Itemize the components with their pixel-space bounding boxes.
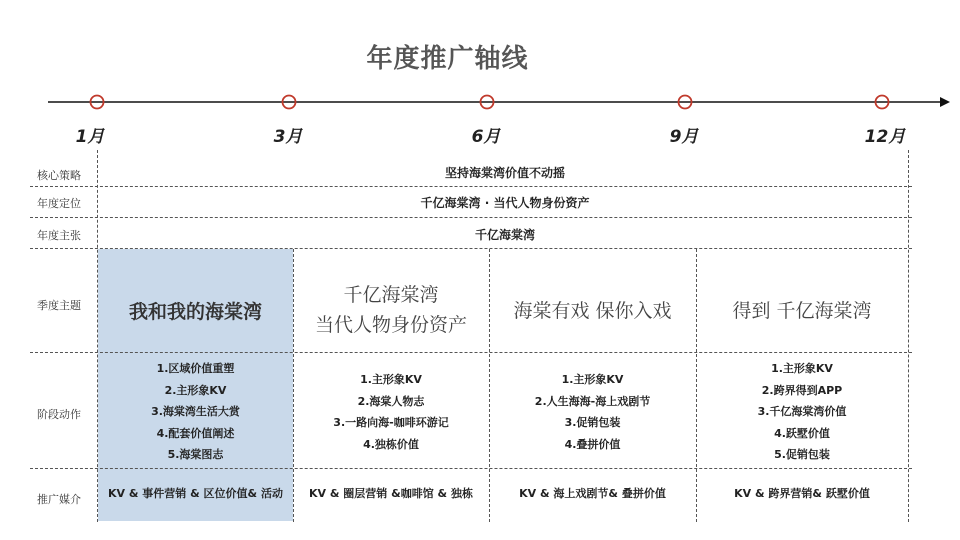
core-strategy-value: 坚持海棠湾价值不动摇 [444, 166, 565, 180]
action-item: 3.促销包装 [564, 416, 621, 429]
season-theme-phase-4 [696, 296, 908, 326]
annual-claim-value: 千亿海棠湾 [474, 228, 535, 242]
action-item: 3.海棠湾生活大赏 [151, 405, 240, 418]
month-label: 1月 [75, 127, 105, 147]
theme-line: 我和我的海棠湾 [128, 301, 262, 323]
month-label: 12月 [864, 127, 906, 147]
row-label-annual-position: 年度定位 [37, 197, 81, 210]
action-item: 4.跃墅价值 [774, 426, 830, 440]
action-item: 2.海棠人物志 [357, 394, 425, 408]
phase-actions-4 [696, 358, 908, 466]
theme-line: 千亿海棠湾 [343, 284, 439, 306]
divider-horizontal [30, 468, 912, 469]
action-item: 3.一路向海-咖啡环游记 [333, 416, 449, 429]
season-theme-phase-1 [98, 297, 293, 327]
phase-actions-3 [489, 369, 696, 455]
media-phase-4: KV & 跨界营销& 跃墅价值 [734, 487, 870, 500]
timeline-axis [0, 0, 960, 120]
divider-horizontal [30, 248, 912, 249]
season-theme-phase-3 [489, 296, 696, 326]
phase-actions-2 [293, 369, 489, 455]
divider-horizontal [30, 186, 912, 187]
theme-line: 海棠有戏 保你入戏 [513, 300, 672, 322]
row-label-media: 推广媒介 [37, 493, 81, 506]
action-item: 2.人生海海-海上戏剧节 [534, 394, 651, 408]
divider-horizontal [30, 217, 912, 218]
season-theme-phase-2 [293, 280, 489, 340]
action-item: 5.促销包装 [774, 448, 830, 461]
month-label: 9月 [669, 127, 699, 147]
media-phase-2: KV & 圈层营销 &咖啡馆 & 独栋 [309, 487, 473, 500]
row-label-phase-actions: 阶段动作 [37, 408, 81, 421]
page-title: 年度推广轴线 [366, 44, 529, 74]
action-item: 2.跨界得到APP [761, 383, 843, 397]
action-item: 1.主形象KV [771, 362, 833, 375]
action-item: 1.区域价值重塑 [156, 362, 235, 375]
action-item: 4.配套价值阐述 [156, 426, 235, 440]
action-item: 4.独栋价值 [363, 437, 419, 451]
action-item: 4.叠拼价值 [564, 437, 621, 451]
phase-actions-1 [98, 358, 293, 466]
media-phase-1: KV & 事件营销 & 区位价值& 活动 [108, 487, 283, 500]
action-item: 1.主形象KV [360, 373, 422, 386]
annual-position-value: 千亿海棠湾 · 当代人物身份资产 [420, 196, 590, 210]
action-item: 3.千亿海棠湾价值 [757, 405, 847, 418]
month-label: 3月 [273, 127, 303, 147]
media-phase-3: KV & 海上戏剧节& 叠拼价值 [519, 487, 666, 500]
action-item: 2.主形象KV [164, 383, 227, 397]
axis-arrow-icon [940, 97, 950, 107]
theme-line: 当代人物身份资产 [314, 314, 467, 336]
action-item: 5.海棠图志 [167, 448, 224, 461]
row-label-season-theme: 季度主题 [37, 299, 81, 312]
month-label: 6月 [471, 127, 501, 147]
action-item: 1.主形象KV [561, 373, 624, 386]
theme-line: 得到 千亿海棠湾 [732, 300, 872, 322]
row-label-core-strategy: 核心策略 [37, 169, 81, 182]
divider-horizontal [30, 352, 912, 353]
row-label-annual-claim: 年度主张 [37, 229, 81, 242]
